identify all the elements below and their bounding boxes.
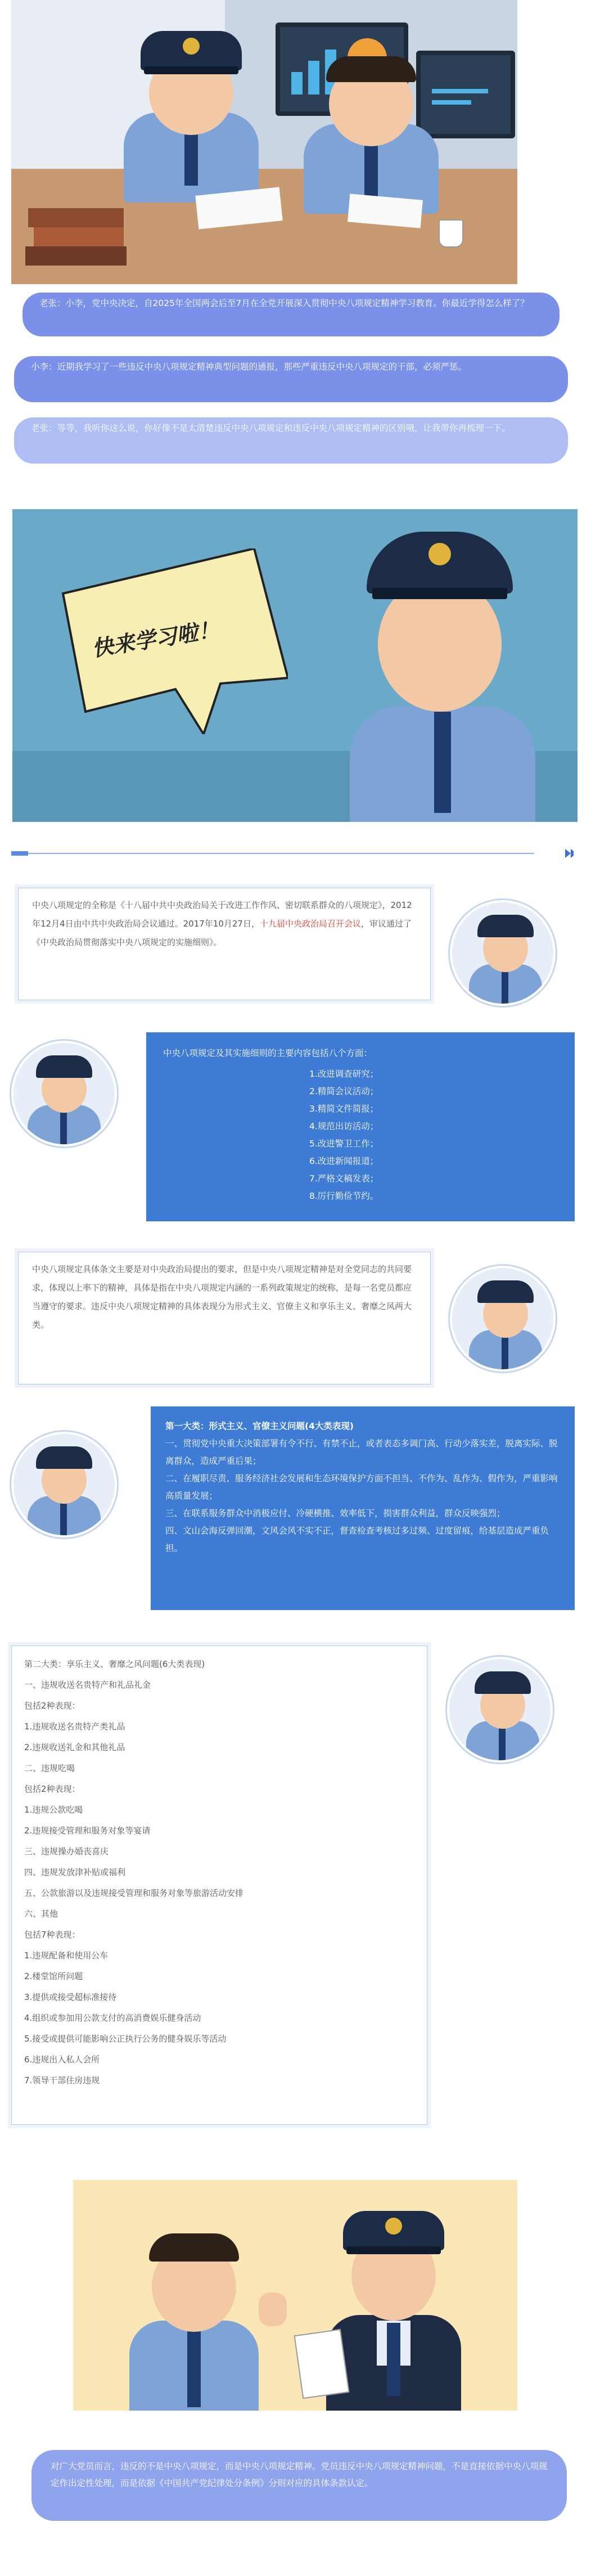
study-banner [12, 509, 578, 822]
chat-text: 老张：小李，党中央决定，自2025年全国两会后至7月在全党开展深入贯彻中央八项规定精神学习教育。你最近学得怎么样了？ [39, 298, 529, 308]
list-item: 2.精简会议活动； [309, 1086, 379, 1096]
books [28, 208, 124, 227]
intro-box: 中央八项规定的全称是《十八届中共中央政治局关于改进工作作风、密切联系群众的八项规定》，2012年12月4日由中共中央政治局会议通过。2017年10月27日，十九届中央政治局召开会议，审议通过了《中央政治局贯彻落实中央八项规定的实施细则》。 [18, 888, 431, 1000]
officer-banner [350, 706, 535, 822]
list-item: 3.精简文件简报； [309, 1104, 379, 1114]
officer-avatar [11, 1432, 117, 1537]
list-item: 5.改进警卫工作； [309, 1139, 379, 1149]
officer-avatar [11, 1041, 117, 1147]
list-item: 4.规范出访活动； [309, 1121, 379, 1131]
list-item: 包括2种表现： [24, 1784, 80, 1794]
chat-bubble-xiaoli [14, 356, 568, 402]
list-item: 7.领导干部住房违规 [24, 2075, 100, 2085]
spirit-box: 中央八项规定具体条文主要是对中央政治局提出的要求，但是中央八项规定精神是对全党同志的共同要求，体现以上率下的精神，具体是指在中央八项规定内涵的一系列政策规定的统称，是每一名党员都应当遵守的要求。违反中央八项规定精神的具体表现分为形式主义、官僚主义和享乐主义、奢靡之风两大类。 [18, 1252, 431, 1384]
chat-bubble-laozhang-1 [22, 293, 560, 336]
list-item: 6.违规出入私人会所 [24, 2054, 100, 2065]
officer-avatar [450, 900, 556, 1006]
section-divider [11, 849, 574, 860]
document [294, 2329, 349, 2399]
list-item: 2.违规收送礼金和其他礼品 [24, 1742, 125, 1752]
list-item: 六、其他 [24, 1909, 58, 1919]
list-item: 二、违规吃喝 [24, 1763, 75, 1773]
officer-right [326, 2315, 461, 2411]
category-two-box [11, 1646, 427, 2125]
list-item: 3.提供或接受超标准接待 [24, 1992, 117, 2002]
list-item: 包括7种表现： [24, 1930, 80, 1940]
list-item: 5.接受或提供可能影响公正执行公务的健身娱乐等活动 [24, 2034, 227, 2044]
police-cap [343, 2211, 444, 2250]
list-item: 1.改进调查研究； [309, 1069, 379, 1079]
pointing-hand [259, 2292, 287, 2326]
chat-bubble-laozhang-2 [14, 417, 568, 464]
category-two-heading: 第二大类：享乐主义、奢靡之风问题(6大类表现) [24, 1659, 205, 1669]
list-item: 1.违规收送名贵特产类礼品 [24, 1721, 125, 1732]
monitor [416, 51, 515, 138]
chat-text: 小李：近期我学习了一些违反中央八项规定精神典型问题的通报，那些严重违反中央八项规定的干部，必须严惩。 [31, 362, 467, 372]
category-one-heading: 第一大类：形式主义、官僚主义问题(4大类表现) [165, 1421, 354, 1431]
list-item: 五、公款旅游以及违规接受管理和服务对象等旅游活动安排 [24, 1888, 244, 1898]
highlight-text: 十九届中央政治局召开会议 [259, 919, 361, 929]
board-text: 快来学习啦！ [90, 616, 221, 662]
hero-illustration [11, 0, 517, 284]
conclusion-bubble: 对广大党员而言，违反的不是中央八项规定，而是中央八项规定精神。党员违反中央八项规定精神问题，不是直接依据中央八项规定作出定性处理，而是依据《中国共产党纪律处分条例》分则对应的具体条款认定。 [31, 2450, 567, 2521]
officer-left [129, 2321, 259, 2411]
eight-rules-heading: 中央八项规定及其实施细则的主要内容包括八个方面： [163, 1048, 373, 1058]
coffee-cup [439, 219, 463, 248]
police-cap [367, 532, 513, 594]
officer-avatar [450, 1266, 556, 1372]
officer-avatar [447, 1657, 553, 1763]
list-item: 7.严格文稿发表； [309, 1174, 379, 1184]
list-item: 8.厉行勤俭节约。 [309, 1191, 379, 1201]
category-one-box: 第一大类：形式主义、官僚主义问题(4大类表现) 一、贯彻党中央重大决策部署有令不行、有禁不止，或者表态多调门高、行动少落实差，脱离实际、脱离群众，造成严重后果； 二、在履职尽责、服务经济社会发展和生态环境保护方面不担当、不作为、乱作为、假作为，严重影响高质量发展； 三、在联系服务群众中消极应付、冷硬横推、效率低下，损害群众利益，群众反映强烈； 四、文山会海反弹回潮，文风会风不实不正，督查检查考核过多过频、过度留痕，给基层造成严重负担。 [151, 1406, 575, 1610]
list-item: 三、违规操办婚丧喜庆 [24, 1846, 109, 1856]
eight-rules-box [146, 1032, 575, 1221]
list-item: 四、违规发放津补贴或福利 [24, 1867, 126, 1877]
list-item: 2.楼堂馆所问题 [24, 1971, 83, 1981]
list-item: 1.违规配备和使用公车 [24, 1950, 109, 1961]
bottom-illustration [73, 2180, 517, 2411]
list-item: 1.违规公款吃喝 [24, 1805, 83, 1815]
list-item: 一、违规收送名贵特产和礼品礼金 [24, 1680, 151, 1690]
list-item: 包括2种表现： [24, 1701, 80, 1711]
list-item: 4.组织或参加用公款支付的高消费娱乐健身活动 [24, 2013, 201, 2023]
chat-text: 老张：等等，我听你这么说，你好像不是太清楚违反中央八项规定和违反中央八项规定精神的区别哦，让我带你再梳理一下。 [31, 423, 511, 433]
police-cap [141, 31, 242, 70]
list-item: 6.改进新闻报道； [309, 1156, 379, 1166]
list-item: 2.违规接受管理和服务对象等宴请 [24, 1826, 151, 1836]
